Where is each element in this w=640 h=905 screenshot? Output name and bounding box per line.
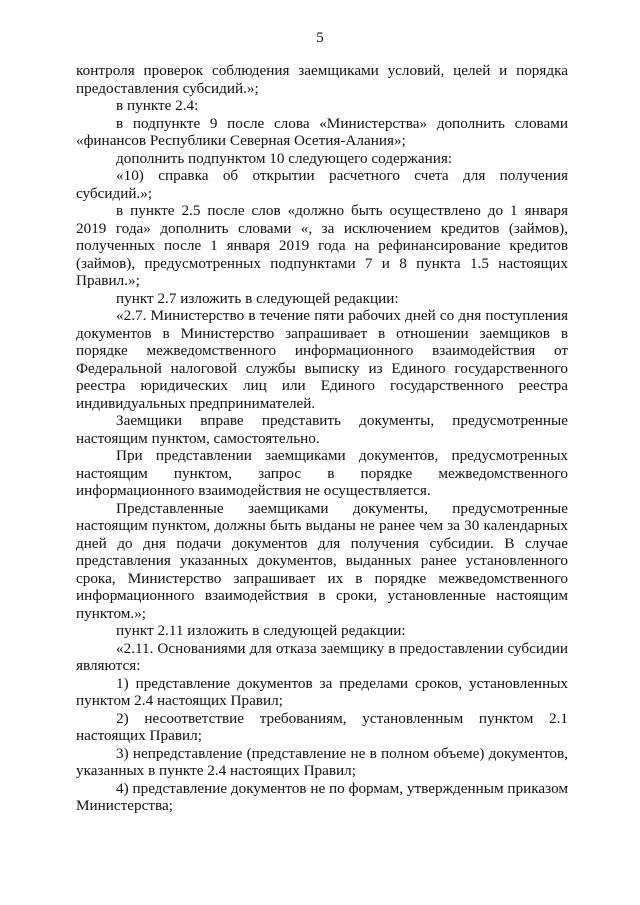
paragraph: пункт 2.7 изложить в следующей редакции: [116,289,399,307]
paragraph: 2) несоответствие требованиям, установленным пунктом 2.1 настоящих Правил; [76,709,568,744]
document-body [76,62,568,815]
paragraph: «2.7. Министерство в течение пяти рабочих дней со дня поступления документов в Министерство запрашивает в отношении заемщиков в порядке межведомственного информационного взаимодействия от Федеральной налоговой службы выписку из Единого государственного реестра юридических лиц или Единого государственного реестра индивидуальных предпринимателей. [76,307,568,412]
paragraph: в подпункте 9 после слова «Министерства» дополнить словами «финансов Республики Северная Осетия-Алания»; [76,114,568,149]
page-number: 5 [316,30,324,46]
paragraph: 1) представление документов за пределами сроков, установленных пунктом 2.4 настоящих Правил; [76,674,568,709]
paragraph: в пункте 2.4: [116,97,199,114]
paragraph: в пункте 2.5 после слов «должно быть осуществлено до 1 января 2019 года» дополнить словами «, за исключением кредитов (займов), полученных после 1 января 2019 года на рефинансирование кредитов (займов), предусмотренных подпунктами 7 и 8 пункта 1.5 настоящих Правил.»; [76,202,568,289]
paragraph: контроля проверок соблюдения заемщиками условий, целей и порядка предоставления субсидий.»; [76,62,568,97]
paragraph: «10) справка об открытии расчетного счета для получения субсидий.»; [76,167,568,202]
paragraph: При представлении заемщиками документов, предусмотренных настоящим пунктом, запрос в порядке межведомственного информационного взаимодействия не осуществляется. [76,447,568,499]
paragraph: Представленные заемщиками документы, предусмотренные настоящим пунктом, должны быть выданы не ранее чем за 30 календарных дней до дня подачи документов для получения субсидии. В случае представления указанных документов, выданных ранее установленного срока, Министерство запрашивает их в порядке межведомственного информационного взаимодействия в сроки, установленные настоящим пунктом.»; [76,499,568,622]
paragraph: 4) представление документов не по формам, утвержденным приказом Министерства; [76,779,568,814]
paragraph: дополнить подпунктом 10 следующего содержания: [116,149,453,167]
paragraph: «2.11. Основаниями для отказа заемщику в предоставлении субсидии являются: [76,639,568,674]
paragraph: пункт 2.11 изложить в следующей редакции: [116,622,406,639]
paragraph: 3) непредставление (представление не в полном объеме) документов, указанных в пункте 2.4 настоящих Правил; [76,744,568,779]
paragraph: Заемщики вправе представить документы, предусмотренные настоящим пунктом, самостоятельно. [76,412,568,447]
